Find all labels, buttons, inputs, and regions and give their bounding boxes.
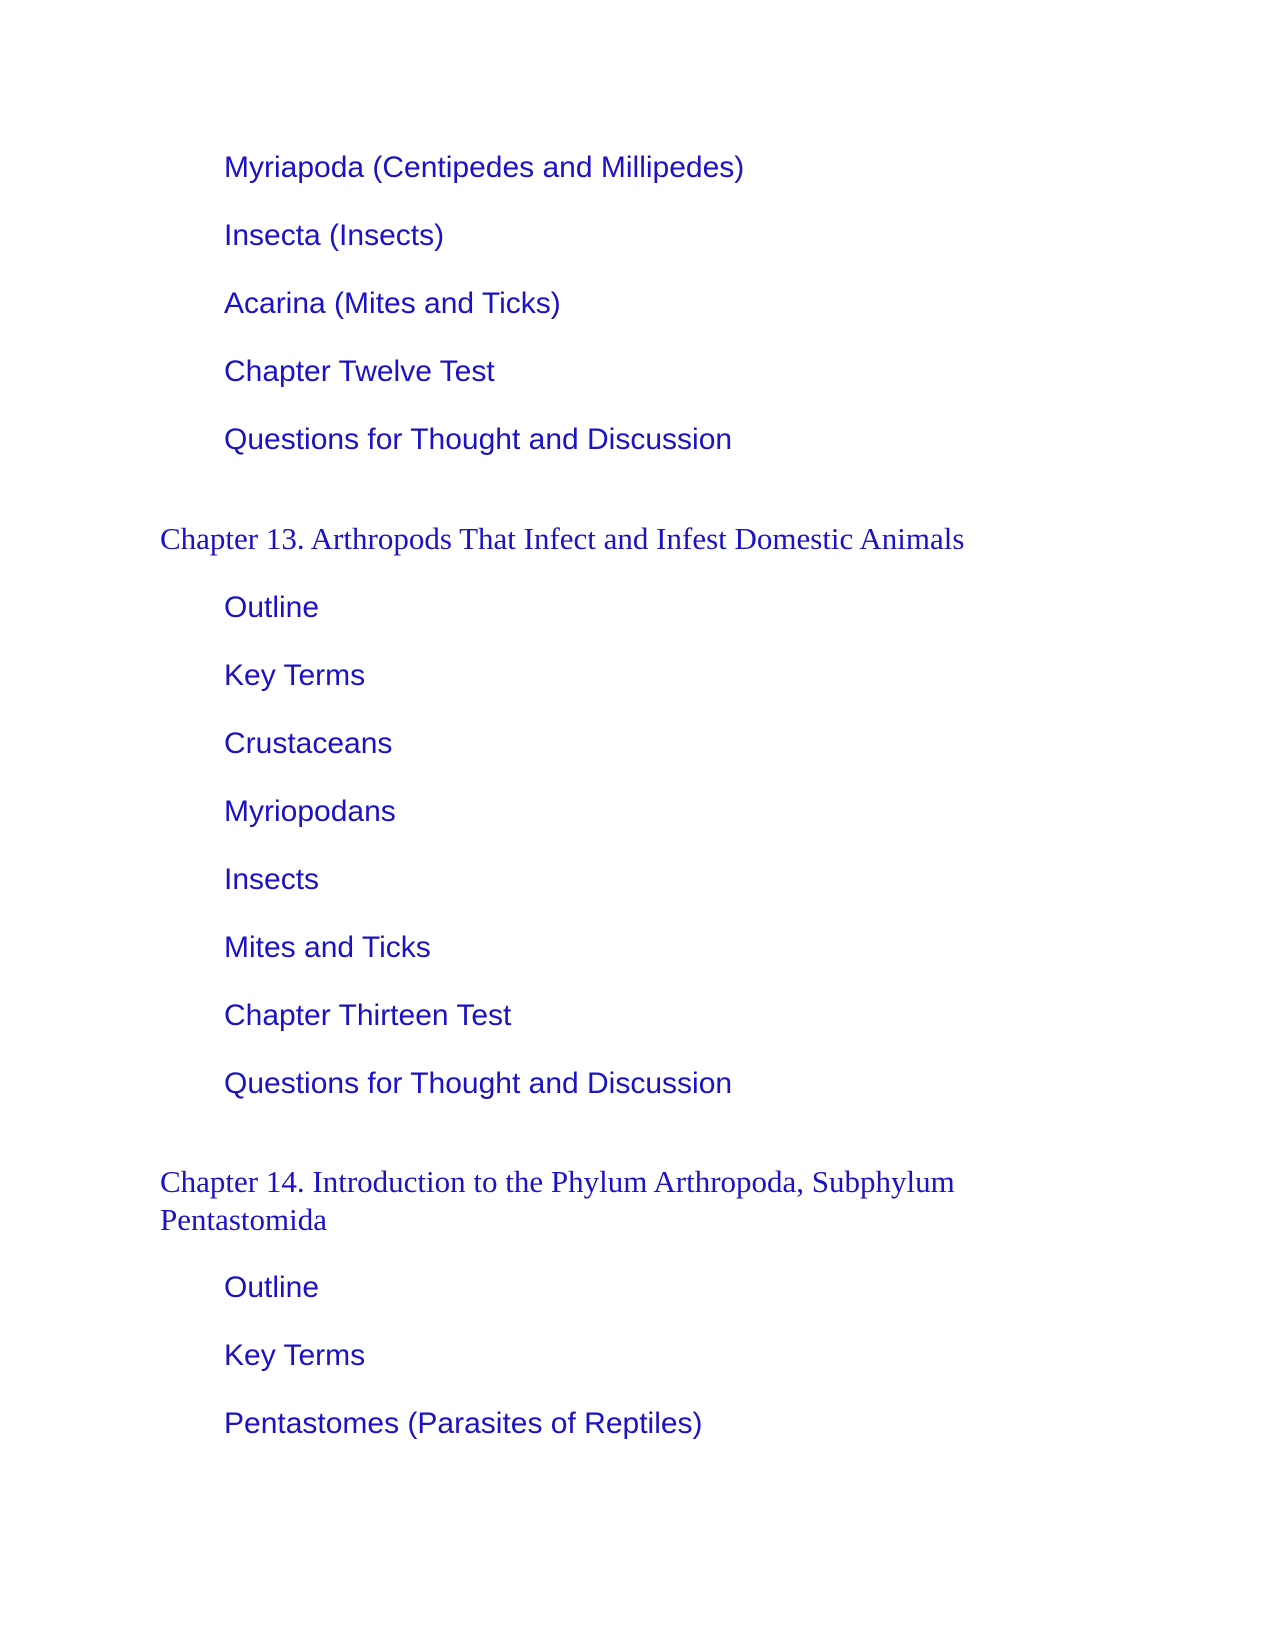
- toc-link-crustaceans[interactable]: Crustaceans: [224, 727, 393, 760]
- toc-link-ch14-outline[interactable]: Outline: [224, 1271, 320, 1304]
- toc-link-ch12-questions[interactable]: Questions for Thought and Discussion: [224, 423, 733, 456]
- toc-link-ch13-key-terms[interactable]: Key Terms: [224, 659, 366, 692]
- toc-link-chapter-thirteen-test[interactable]: Chapter Thirteen Test: [224, 999, 512, 1032]
- toc-link-insecta[interactable]: Insecta (Insects): [224, 219, 445, 252]
- toc-link-pentastomes[interactable]: Pentastomes (Parasites of Reptiles): [224, 1407, 703, 1440]
- toc-link-ch14-key-terms[interactable]: Key Terms: [224, 1339, 366, 1372]
- toc-link-ch13-questions[interactable]: Questions for Thought and Discussion: [224, 1067, 733, 1100]
- toc-chapter-14-heading[interactable]: Chapter 14. Introduction to the Phylum Arthropoda, Subphylum Pentastomida: [160, 1164, 955, 1237]
- toc-link-acarina[interactable]: Acarina (Mites and Ticks): [224, 287, 561, 320]
- toc-link-insects[interactable]: Insects: [224, 863, 320, 896]
- toc-link-myriopodans[interactable]: Myriopodans: [224, 795, 396, 828]
- toc-link-myriapoda[interactable]: Myriapoda (Centipedes and Millipedes): [224, 151, 745, 184]
- toc-link-chapter-twelve-test[interactable]: Chapter Twelve Test: [224, 355, 495, 388]
- toc-link-ch13-outline[interactable]: Outline: [224, 591, 320, 624]
- toc-link-mites-and-ticks[interactable]: Mites and Ticks: [224, 931, 431, 964]
- toc-chapter-13-heading[interactable]: Chapter 13. Arthropods That Infect and Infest Domestic Animals: [160, 521, 965, 556]
